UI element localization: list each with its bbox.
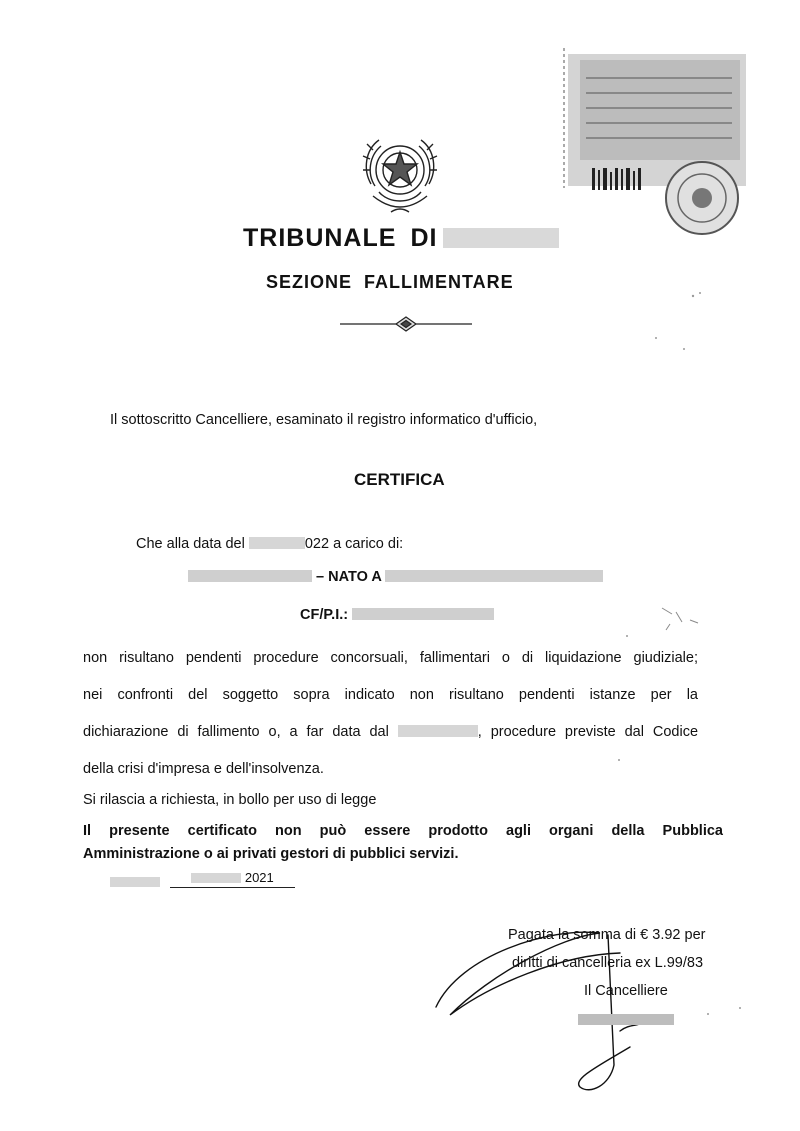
date-clause-visible: 022 bbox=[304, 536, 330, 552]
certification-paragraph bbox=[83, 640, 698, 788]
warning-line-1: Il presente certificato non può essere prodotto agli organi della Pubblica bbox=[83, 823, 723, 839]
redacted-cf bbox=[352, 608, 494, 620]
subject-line bbox=[188, 569, 603, 585]
court-di: DI bbox=[410, 224, 438, 252]
cf-line bbox=[300, 607, 494, 623]
redacted-date bbox=[249, 537, 305, 549]
redacted-name bbox=[188, 570, 312, 582]
section-name: FALLIMENTARE bbox=[364, 272, 514, 292]
court-city-redacted bbox=[443, 228, 559, 248]
date-clause-suffix: a carico di: bbox=[333, 536, 404, 552]
revenue-stamp-icon bbox=[562, 48, 752, 238]
para-line-3a: dichiarazione di fallimento o, a far data dal bbox=[83, 724, 389, 740]
warning-text bbox=[83, 820, 723, 866]
redacted-date-2 bbox=[398, 725, 478, 737]
place-date-line bbox=[170, 870, 295, 888]
release-text: Si rilascia a richiesta, in bollo per uso di legge bbox=[83, 792, 377, 808]
signer-title: Il Cancelliere bbox=[584, 983, 668, 999]
section-title bbox=[266, 272, 514, 293]
court-prefix: TRIBUNALE bbox=[243, 224, 397, 252]
date-clause-prefix: Che alla data del bbox=[136, 536, 245, 552]
place-date-visible: 2021 bbox=[244, 870, 274, 885]
section-label: SEZIONE bbox=[266, 272, 353, 292]
payment-line-2: diritti di cancelleria ex L.99/83 bbox=[512, 955, 704, 971]
para-line-1: non risultano pendenti procedure concorsuali, fallimentari o di liquidazione giudiziale; bbox=[83, 650, 698, 666]
cf-label: CF/P.I.: bbox=[300, 607, 349, 623]
para-line-3b: procedure previste dal Codice bbox=[490, 724, 699, 740]
date-clause bbox=[136, 536, 403, 552]
certifica-heading: CERTIFICA bbox=[354, 470, 445, 489]
warning-line-2: Amministrazione o ai privati gestori di pubblici servizi. bbox=[83, 846, 459, 862]
redacted-signer-name bbox=[578, 1014, 674, 1025]
diamond-ornament-icon bbox=[336, 314, 476, 334]
para-line-2: nei confronti del soggetto sopra indicato non risultano pendenti istanze per la bbox=[83, 687, 698, 703]
para-line-3: dichiarazione di fallimento o, a far data dal , procedure previste dal Codice bbox=[83, 724, 699, 740]
italian-republic-emblem-icon bbox=[355, 126, 445, 218]
court-title bbox=[243, 224, 559, 253]
payment-line-1: Pagata la somma di € 3.92 per bbox=[508, 927, 706, 943]
place-redacted bbox=[110, 874, 160, 889]
intro-text: Il sottoscritto Cancelliere, esaminato il registro informatico d'ufficio, bbox=[110, 412, 538, 428]
subject-mid: – NATO A bbox=[316, 569, 382, 585]
redacted-birthplace-date bbox=[385, 570, 603, 582]
para-line-4: della crisi d'impresa e dell'insolvenza. bbox=[83, 761, 324, 777]
